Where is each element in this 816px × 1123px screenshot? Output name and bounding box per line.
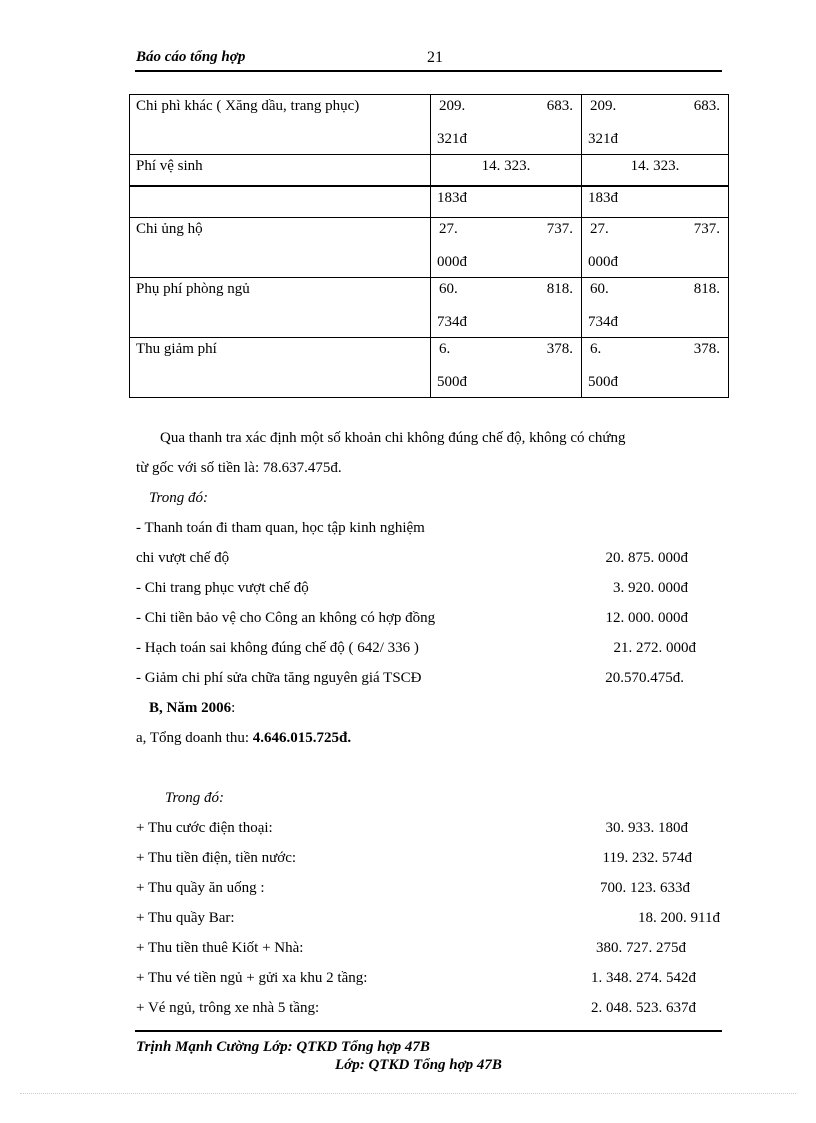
section-heading: B, Năm 2006: xyxy=(149,700,236,716)
list-item: - Hạch toán sai không đúng chế độ ( 642/ 336 ) xyxy=(136,640,419,656)
amount-part: 14. 323. xyxy=(481,158,531,174)
list-item: + Thu quầy Bar: xyxy=(136,910,235,926)
list-item: - Chi tiền bảo vệ cho Công an không có hợp đồng xyxy=(136,610,436,626)
list-item: - Chi trang phục vượt chế độ xyxy=(136,580,309,596)
table-row xyxy=(130,155,729,187)
amount-part: 378. xyxy=(693,341,720,357)
amount-part: 737. xyxy=(693,221,720,237)
amount-part: 183đ xyxy=(588,190,618,206)
amount-part: 737. xyxy=(546,221,573,237)
list-item-amount: 2. 048. 523. 637đ xyxy=(591,1000,696,1016)
amount-part: 60. xyxy=(439,281,458,297)
subheading-trong-do: Trong đó: xyxy=(165,790,225,806)
page-number: 21 xyxy=(427,49,443,66)
amount-part: 6. xyxy=(439,341,451,357)
table-row xyxy=(130,278,729,338)
list-item-amount: 30. 933. 180đ xyxy=(605,820,688,836)
page-bottom-border xyxy=(20,1093,796,1094)
list-item: - Giảm chi phí sửa chữa tăng nguyên giá TSCĐ xyxy=(136,670,422,686)
expense-table xyxy=(129,94,729,398)
table-row xyxy=(130,218,729,278)
paragraph-line: từ gốc với số tiền là: 78.637.475đ. xyxy=(136,460,342,476)
amount-part: 6. xyxy=(590,341,602,357)
amount-part: 209. xyxy=(439,98,466,114)
amount-part: 734đ xyxy=(588,314,618,330)
amount-part: 183đ xyxy=(437,190,467,206)
amount-part: 321đ xyxy=(588,131,618,147)
list-item-amount: 1. 348. 274. 542đ xyxy=(591,970,696,986)
revenue-value: 4.646.015.725đ. xyxy=(252,730,352,746)
table-row xyxy=(130,95,729,155)
table-row xyxy=(130,186,729,218)
list-item-amount: 3. 920. 000đ xyxy=(613,580,688,596)
row-label: Thu giảm phí xyxy=(136,341,217,357)
list-item-amount: 20. 875. 000đ xyxy=(605,550,688,566)
footer-author: Trịnh Mạnh Cường Lớp: QTKD Tổng hợp 47B xyxy=(136,1039,430,1055)
list-item: + Vé ngủ, trông xe nhà 5 tầng: xyxy=(136,1000,320,1016)
subheading-trong-do: Trong đó: xyxy=(149,490,209,506)
row-label: Phụ phí phòng ngủ xyxy=(136,281,250,297)
list-item: + Thu vé tiền ngủ + gửi xa khu 2 tầng: xyxy=(136,970,368,986)
amount-part: 27. xyxy=(439,221,458,237)
amount-part: 683. xyxy=(546,98,573,114)
amount-part: 500đ xyxy=(588,374,618,390)
header-rule xyxy=(135,70,722,72)
list-item-amount: 21. 272. 000đ xyxy=(613,640,696,656)
paragraph-line: Qua thanh tra xác định một số khoản chi không đúng chế độ, không có chứng xyxy=(160,430,626,446)
document-header-title: Báo cáo tổng hợp xyxy=(136,49,246,65)
amount-part: 500đ xyxy=(437,374,467,390)
amount-part: 209. xyxy=(590,98,617,114)
list-item-amount: 380. 727. 275đ xyxy=(596,940,686,956)
list-item: + Thu tiền điện, tiền nước: xyxy=(136,850,297,866)
amount-part: 818. xyxy=(693,281,720,297)
list-item: + Thu quầy ăn uống : xyxy=(136,880,265,896)
amount-part: 60. xyxy=(590,281,609,297)
list-item-amount: 119. 232. 574đ xyxy=(602,850,692,866)
amount-part: 683. xyxy=(693,98,720,114)
amount-part: 000đ xyxy=(437,254,467,270)
amount-part: 321đ xyxy=(437,131,467,147)
revenue-line: a, Tổng doanh thu: 4.646.015.725đ. xyxy=(136,730,352,746)
list-item: - Thanh toán đi tham quan, học tập kinh nghiệm xyxy=(136,520,425,536)
list-item-amount: 700. 123. 633đ xyxy=(600,880,690,896)
amount-part: 14. 323. xyxy=(630,158,680,174)
amount-part: 818. xyxy=(546,281,573,297)
list-item: + Thu cước điện thoại: xyxy=(136,820,273,836)
row-label: Chi phì khác ( Xăng dầu, trang phục) xyxy=(136,98,360,114)
list-item: + Thu tiền thuê Kiốt + Nhà: xyxy=(136,940,304,956)
row-label: Phí vệ sinh xyxy=(136,158,203,174)
amount-part: 000đ xyxy=(588,254,618,270)
row-label: Chi ủng hộ xyxy=(136,221,203,237)
table-row xyxy=(130,338,729,398)
list-item-amount: 18. 200. 911đ xyxy=(638,910,720,926)
amount-part: 378. xyxy=(546,341,573,357)
list-item: chi vượt chế độ xyxy=(136,550,230,566)
list-item-amount: 12. 000. 000đ xyxy=(605,610,688,626)
footer-rule xyxy=(135,1030,722,1032)
footer-class: Lớp: QTKD Tổng hợp 47B xyxy=(335,1057,502,1073)
amount-part: 734đ xyxy=(437,314,467,330)
list-item-amount: 20.570.475đ. xyxy=(605,670,684,686)
amount-part: 27. xyxy=(590,221,609,237)
